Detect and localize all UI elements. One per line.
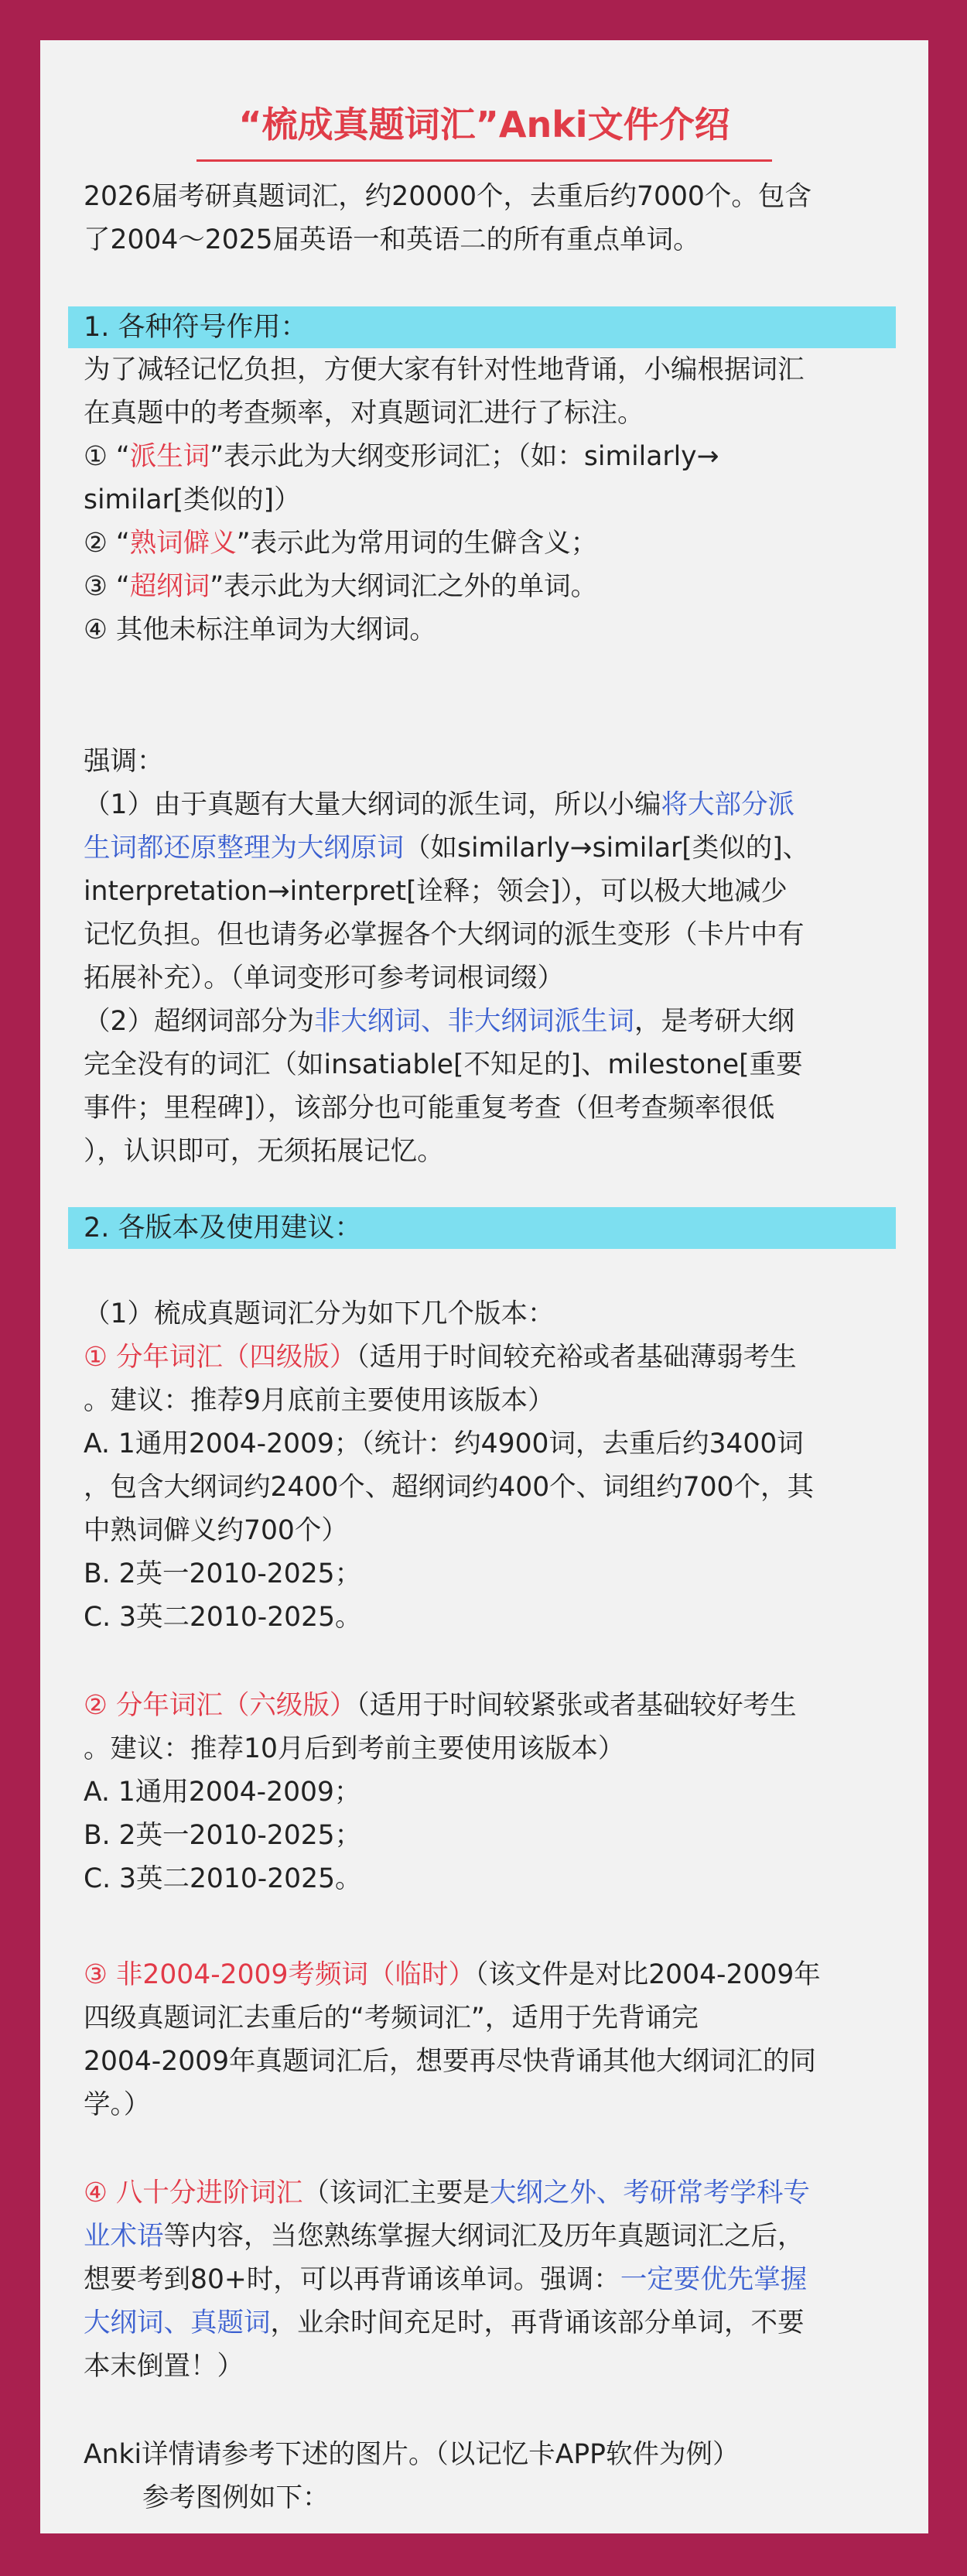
section-heading-2 <box>68 1207 896 1249</box>
page-title: “梳成真题词汇”Anki文件介绍 <box>238 104 730 145</box>
symbol-derived: ① “派生词”表示此为大纲变形词汇；（如：similarly→ <box>84 441 719 472</box>
version4-tag: 八十分进阶词汇 <box>115 2177 303 2208</box>
version2-item-c: C. 3英二2010-2025。 <box>84 1863 362 1894</box>
version3-line-1: ③ 非2004-2009考频词（临时）（该文件是对比2004-2009年 <box>84 1959 821 1990</box>
section1-desc-2: 在真题中的考查频率，对真题词汇进行了标注。 <box>84 398 644 429</box>
emphasis1-line-3: interpretation→interpret[诠释；领会]），可以极大地减少 <box>84 876 788 907</box>
document-card <box>40 40 928 2533</box>
section-heading-1-text: 1. 各种符号作用： <box>84 312 308 343</box>
version1-item-b: B. 2英一2010-2025； <box>84 1558 362 1589</box>
version3-line-4: 学。） <box>84 2089 151 2120</box>
title-underline <box>196 159 772 162</box>
tag-derived: 派生词 <box>129 441 210 472</box>
versions-intro: （1）梳成真题词汇分为如下几个版本： <box>84 1298 555 1329</box>
emphasis-label: 强调： <box>84 746 164 777</box>
emphasis1-line-2: 生词都还原整理为大纲原词（如similarly→similar[类似的]、 <box>84 833 810 864</box>
version3-line-3: 2004-2009年真题词汇后，想要再尽快背诵其他大纲词汇的同 <box>84 2046 817 2077</box>
emphasis1-line-1: （1）由于真题有大量大纲词的派生词，所以小编将大部分派 <box>84 789 794 820</box>
tag-rare-meaning: 熟词僻义 <box>129 528 237 559</box>
version4-line-1: ④ 八十分进阶词汇（该词汇主要是大纲之外、考研常考学科专 <box>84 2177 810 2208</box>
emphasis2-line-4: ），认识即可，无须拓展记忆。 <box>84 1136 444 1167</box>
version2-tag: 分年词汇（六级版） <box>115 1690 357 1721</box>
symbol-rare-meaning: ② “熟词僻义”表示此为常用词的生僻含义； <box>84 528 598 559</box>
footer-line-1: Anki详情请参考下述的图片。（以记忆卡APP软件为例） <box>84 2439 740 2470</box>
version4-line-2: 业术语等内容，当您熟练掌握大纲词汇及历年真题词汇之后， <box>84 2221 805 2252</box>
footer-line-2: 参考图例如下： <box>142 2482 330 2513</box>
emphasis2-line-1: （2）超纲词部分为非大纲词、非大纲词派生词，是考研大纲 <box>84 1006 794 1037</box>
version2-line-1: ② 分年词汇（六级版）（适用于时间较紧张或者基础较好考生 <box>84 1690 797 1721</box>
version3-line-2: 四级真题词汇去重后的“考频词汇”，适用于先背诵完 <box>84 2003 699 2034</box>
emphasis2-line-2: 完全没有的词汇（如insatiable[不知足的]、milestone[重要 <box>84 1049 803 1080</box>
version4-line-3: 想要考到80+时，可以再背诵该单词。强调：一定要优先掌握 <box>84 2264 808 2295</box>
emphasis1-line-5: 拓展补充）。（单词变形可参考词根词缀） <box>84 963 564 994</box>
version1-tag: 分年词汇（四级版） <box>115 1342 357 1373</box>
symbol-syllabus: ④ 其他未标注单词为大纲词。 <box>84 614 436 645</box>
section1-desc-1: 为了减轻记忆负担，方便大家有针对性地背诵，小编根据词汇 <box>84 354 805 385</box>
version3-tag: 非2004-2009考频词（临时） <box>115 1959 475 1990</box>
intro-line-1: 2026届考研真题词汇，约20000个，去重后约7000个。包含 <box>84 181 812 212</box>
version1-item-a2: ，包含大纲词约2400个、超纲词约400个、词组约700个，其 <box>84 1472 814 1503</box>
emphasis1-line-4: 记忆负担。但也请务必掌握各个大纲词的派生变形（卡片中有 <box>84 919 805 950</box>
version1-line-1: ① 分年词汇（四级版）（适用于时间较充裕或者基础薄弱考生 <box>84 1342 797 1373</box>
emphasis2-line-3: 事件；里程碑]），该部分也可能重复考查（但考查频率很低 <box>84 1093 775 1124</box>
version1-item-c: C. 3英二2010-2025。 <box>84 1602 362 1633</box>
version1-line-2: 。建议：推荐9月底前主要使用该版本） <box>84 1385 555 1416</box>
symbol-out-of-syllabus: ③ “超纲词”表示此为大纲词汇之外的单词。 <box>84 571 598 602</box>
symbol-derived-cont: similar[类似的]） <box>84 484 301 515</box>
intro-line-2: 了2004～2025届英语一和英语二的所有重点单词。 <box>84 224 700 255</box>
version2-item-a: A. 1通用2004-2009； <box>84 1777 361 1808</box>
version4-line-5: 本末倒置！） <box>84 2351 244 2382</box>
section-heading-1 <box>68 306 896 348</box>
tag-out-of-syllabus: 超纲词 <box>129 571 210 602</box>
version1-item-a1: A. 1通用2004-2009；（统计：约4900词，去重后约3400词 <box>84 1428 804 1459</box>
version2-item-b: B. 2英一2010-2025； <box>84 1820 362 1851</box>
version4-line-4: 大纲词、真题词，业余时间充足时，再背诵该部分单词，不要 <box>84 2307 805 2338</box>
version2-line-2: 。建议：推荐10月后到考前主要使用该版本） <box>84 1733 625 1764</box>
section-heading-2-text: 2. 各版本及使用建议： <box>84 1213 362 1244</box>
version1-item-a3: 中熟词僻义约700个） <box>84 1515 348 1546</box>
